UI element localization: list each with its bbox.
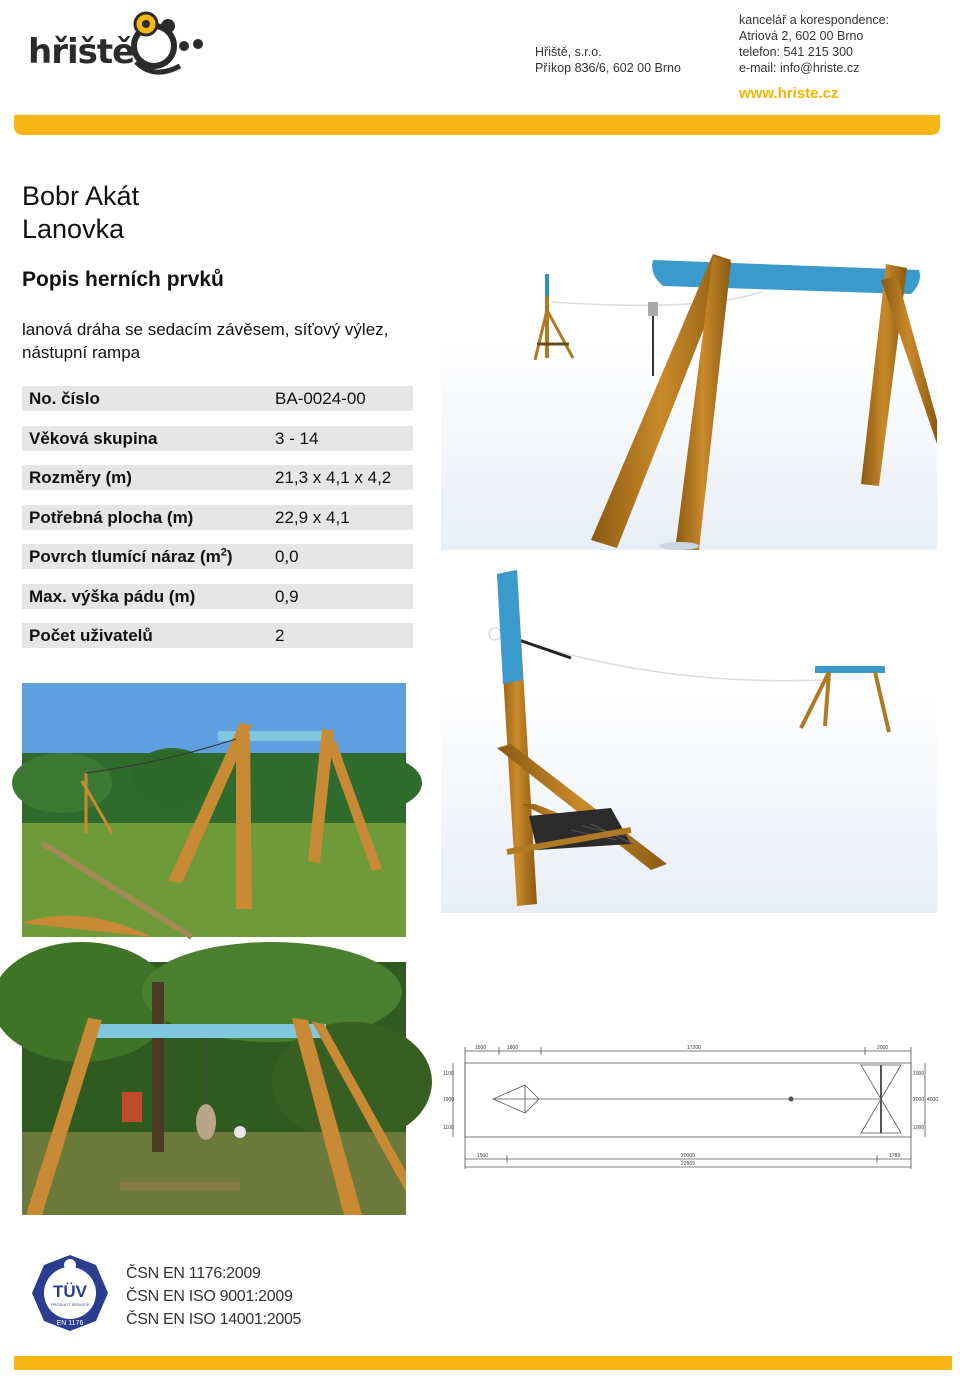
beaver-logo-icon xyxy=(124,10,234,80)
spec-label-end: ) xyxy=(226,547,233,566)
tuv-certification-badge-icon xyxy=(30,1253,110,1333)
product-name: Bobr Akát xyxy=(22,181,140,211)
spec-label: No. číslo xyxy=(29,389,100,408)
spec-value: 2 xyxy=(275,626,285,645)
spec-value: BA-0024-00 xyxy=(275,389,366,408)
spec-label: Rozměry (m) xyxy=(29,468,132,487)
contact-info xyxy=(739,12,889,76)
badge-norm: EN 1176 xyxy=(56,1320,84,1327)
spec-row xyxy=(22,544,413,569)
section-heading: Popis herních prvků xyxy=(22,268,224,291)
plan-dim: 1789 xyxy=(889,1153,901,1159)
plan-dim: 1800 xyxy=(507,1045,519,1051)
norm-item: ČSN EN 1176:2009 xyxy=(126,1265,261,1282)
header-accent-bar xyxy=(14,115,940,135)
logo-text: hřiště xyxy=(28,32,135,72)
certification-norms xyxy=(126,1262,301,1331)
photo-playground-trees xyxy=(22,962,406,1215)
plan-dim: 1500 xyxy=(475,1045,487,1051)
contact-line: kancelář a korespondence: xyxy=(739,13,890,27)
spec-row xyxy=(22,505,413,530)
spec-value: 0,9 xyxy=(275,586,299,606)
spec-label-superscript: 2 xyxy=(220,546,227,559)
spec-row xyxy=(22,584,413,609)
footer-accent-bar xyxy=(14,1356,952,1370)
company-logo xyxy=(28,10,218,80)
plan-dim: 1000 xyxy=(913,1125,925,1131)
plan-dim: 1100 xyxy=(443,1125,454,1131)
plan-dim: 2000 xyxy=(913,1097,925,1103)
contact-line: telefon: 541 215 300 xyxy=(739,45,853,59)
spec-label: Počet uživatelů xyxy=(29,626,153,645)
contact-line: e-mail: info@hriste.cz xyxy=(739,61,860,75)
plan-drawing xyxy=(441,1035,937,1175)
badge-sub: PRODUCT SERVICE xyxy=(50,1302,90,1307)
website-link[interactable]: www.hriste.cz xyxy=(739,85,839,102)
render-aframe-image xyxy=(441,240,937,550)
plan-dim: 2000 xyxy=(877,1045,889,1051)
spec-row xyxy=(22,426,413,451)
spec-label xyxy=(29,544,233,569)
spec-table xyxy=(22,386,413,663)
spec-row xyxy=(22,465,413,490)
plan-dim: 4000 xyxy=(927,1097,939,1103)
spec-value: 21,3 x 4,1 x 4,2 xyxy=(275,468,392,487)
spec-label: Věková skupina xyxy=(29,428,158,448)
spec-label: Max. výška pádu (m) xyxy=(29,586,196,606)
product-title xyxy=(22,180,139,246)
plan-dim: 17200 xyxy=(687,1045,701,1051)
product-subtitle: Lanovka xyxy=(22,214,125,244)
plan-dim: 1900 xyxy=(443,1097,455,1103)
badge-text: TÜV xyxy=(53,1282,87,1301)
plan-dim: 1100 xyxy=(443,1071,454,1077)
spec-label-text: Povrch tlumící náraz (m xyxy=(29,547,221,566)
norm-item: ČSN EN ISO 14001:2005 xyxy=(126,1311,302,1328)
product-description: lanová dráha se sedacím závěsem, síťový výlez, nástupní rampa xyxy=(22,320,389,362)
photo-playground-lawn xyxy=(22,683,406,937)
spec-value: 22,9 x 4,1 xyxy=(275,507,350,527)
spec-row xyxy=(22,386,413,411)
company-line: Příkop 836/6, 602 00 Brno xyxy=(535,61,681,75)
plan-dim: 1000 xyxy=(913,1071,925,1077)
spec-label: Potřebná plocha (m) xyxy=(29,507,194,527)
company-line: Hřiště, s.r.o. xyxy=(535,45,602,59)
company-address xyxy=(535,44,681,76)
spec-row xyxy=(22,623,413,648)
spec-value: 0,0 xyxy=(275,547,299,566)
plan-dim: 1500 xyxy=(477,1153,489,1159)
plan-dim: 22869 xyxy=(681,1161,695,1167)
plan-dim: 20000 xyxy=(681,1153,695,1159)
norm-item: ČSN EN ISO 9001:2009 xyxy=(126,1288,293,1305)
contact-line: Atriová 2, 602 00 Brno xyxy=(739,29,864,43)
render-ramp-image xyxy=(441,568,937,913)
spec-value: 3 - 14 xyxy=(275,428,319,448)
